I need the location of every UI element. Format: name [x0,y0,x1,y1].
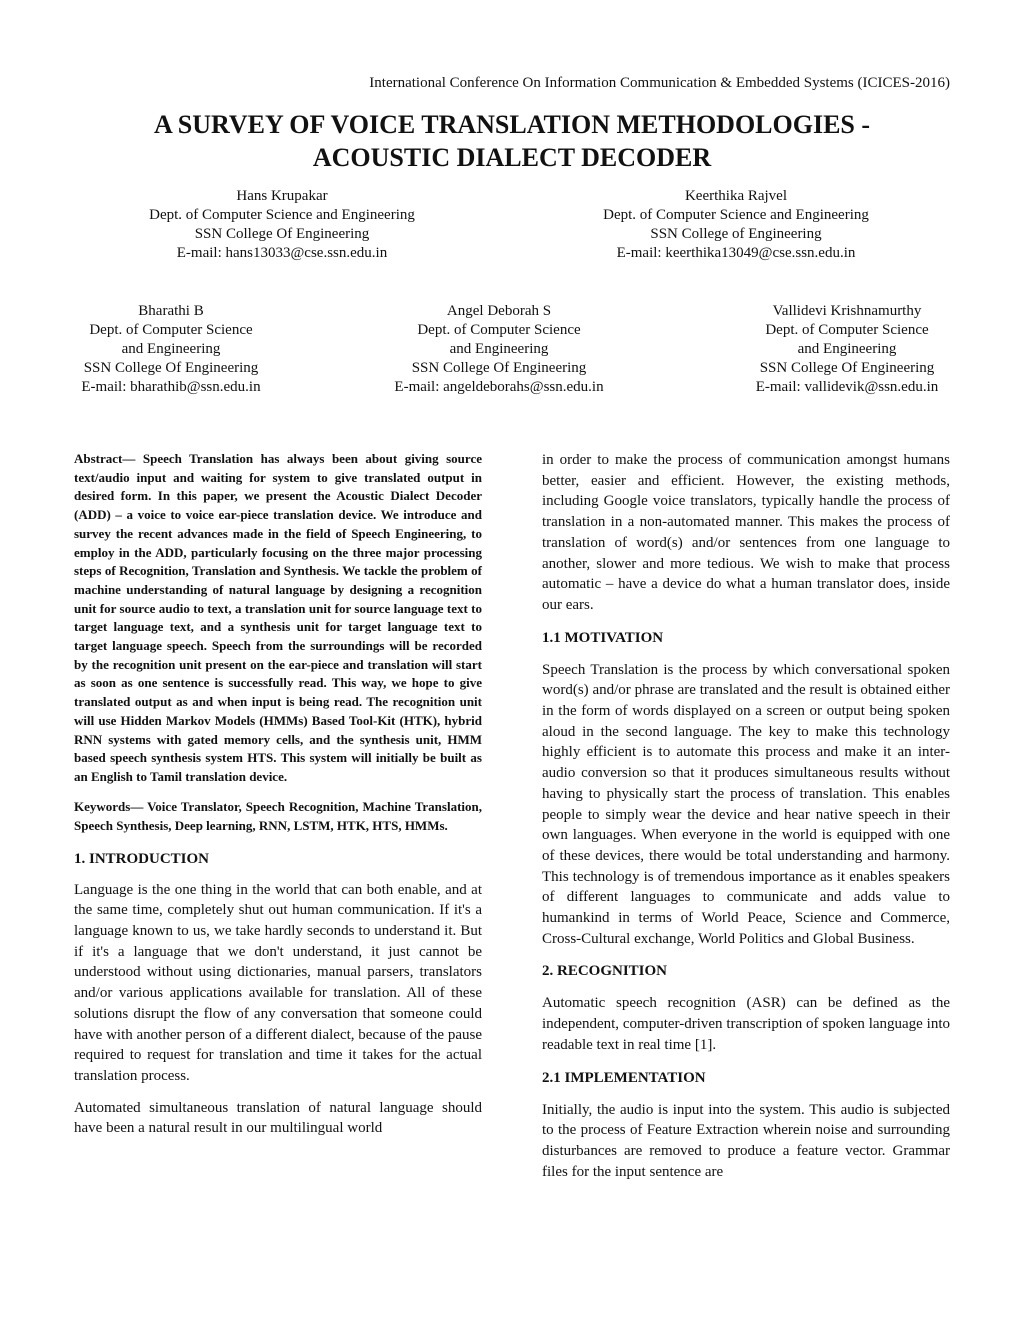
paper-title [74,108,950,174]
author-name: Keerthika Rajvel [684,188,788,204]
body-paragraph: in order to make the process of communication amongst humans better, easier and efficient. However, the existing methods, including Google voice translators, typically handle the process of translation in a non-automated manner. This makes the process of translation of word(s) and/or sentences from one language to another, slower and more tedious. We wish to make that process automatic – have a device do what a human translator does, inside our ears. [542,452,950,613]
body-paragraph: Automatic speech recognition (ASR) can be defined as the independent, computer-driven transcription of spoken language into readable text in real time [1]. [542,995,950,1053]
section-heading-implementation: 2.1 IMPLEMENTATION [542,1069,706,1086]
author-dept-cont: and Engineering [797,341,897,357]
author-college: SSN College of Engineering [650,226,822,242]
left-column [74,450,482,1150]
author-email: E-mail: vallidevik@ssn.edu.in [755,379,939,395]
author-college: SSN College Of Engineering [194,226,370,242]
author-dept: Dept. of Computer Science [89,322,253,338]
author-block [578,187,894,263]
author-email: E-mail: hans13033@cse.ssn.edu.in [176,245,388,261]
author-dept: Dept. of Computer Science [765,322,929,338]
author-college: SSN College Of Engineering [759,360,935,376]
author-college: SSN College Of Engineering [83,360,259,376]
author-email: E-mail: angeldeborahs@ssn.edu.in [394,379,604,395]
body-paragraph: Automated simultaneous translation of natural language should have been a natural result in our multilingual world [74,1099,482,1137]
right-column [542,450,950,1194]
author-name: Bharathi B [138,303,204,319]
abstract: Abstract— Speech Translation has always been about giving source text/audio input and waiting for system to give translated output in desired form. In this paper, we present the Acoustic Dialect Decoder (ADD) – a voice to voice ear-piece translation device. We introduce and survey the recent advances made in the field of Speech Engineering, to employ in the ADD, particularly focusing on the three major processing steps of Recognition, Translation and Synthesis. We tackle the problem of machine understanding of natural language by designing a recognition unit for source audio to text, a translation unit for source language text to target language text, and a synthesis unit for target language text to target language speech. Speech from the surroundings will be recorded by the recognition unit present on the ear-piece and translation will start as soon as one sentence is successfully read. This way, we hope to give translated output as and when input is being read. The recognition unit will use Hidden Markov Models (HMMs) Based Tool-Kit (HTK), hybrid RNN systems with gated memory cells, and the synthesis unit, HMM based speech synthesis system HTS. This system will initially be built as an English to Tamil translation device. [74,451,482,784]
title-line-1: A SURVEY OF VOICE TRANSLATION METHODOLOGIES - [153,110,871,139]
section-heading-introduction: 1. INTRODUCTION [74,850,210,867]
author-email: E-mail: bharathib@ssn.edu.in [81,379,261,395]
author-block [734,302,960,397]
author-dept-cont: and Engineering [449,341,549,357]
author-name: Hans Krupakar [236,188,328,204]
author-dept-cont: and Engineering [121,341,221,357]
author-name: Vallidevi Krishnamurthy [772,303,922,319]
author-name: Angel Deborah S [446,303,552,319]
author-college: SSN College Of Engineering [411,360,587,376]
title-line-2: ACOUSTIC DIALECT DECODER [312,143,712,172]
section-heading-motivation: 1.1 MOTIVATION [542,629,664,646]
author-block [60,302,282,397]
conference-header: International Conference On Information Communication & Embedded Systems (ICICES-2016) [369,75,950,91]
body-paragraph: Language is the one thing in the world that can both enable, and at the same time, completely shut out human communication. If it's a language known to us, we take hardly seconds to understand it. But if it's a language that we don't understand, it just cannot be understood without using dictionaries, manual parsers, translators and/or various applications available for translation. All of these solutions disrupt the flow of any conversation that someone could have with another person of a different dialect, because of the pause required to request for translation and time it takes for the actual translation process. [74,881,482,1084]
author-block [372,302,626,397]
body-paragraph: Speech Translation is the process by which conversational spoken word(s) and/or phrase are translated and the result is obtained either in the form of words displayed on a screen or output being spoken aloud in the second language. The key to make this technology highly efficient is to automate this process and make it an inter-audio conversion so that it produces simultaneous results without having to physically start the process of translation. This enables people to simply wear the device and hear native speech in their own languages. When everyone in the world is equipped with one of these devices, there would be total understanding and harmony. This technology is of tremendous importance as it enables speakers of different languages to communicate and adds value to humankind in terms of World Peace, Science and Commerce, Cross-Cultural exchange, World Politics and Global Business. [542,661,950,947]
body-paragraph: Initially, the audio is input into the system. This audio is subjected to the process of Feature Extraction wherein noise and surrounding disturbances are removed to produce a feature vector. Grammar files for the input sentence are [542,1101,950,1180]
section-heading-recognition: 2. RECOGNITION [542,963,668,980]
author-dept: Dept. of Computer Science and Engineering [603,207,869,223]
author-block [120,187,444,263]
author-email: E-mail: keerthika13049@cse.ssn.edu.in [616,245,856,261]
keywords: Keywords— Voice Translator, Speech Recognition, Machine Translation, Speech Synthesis, Deep learning, RNN, LSTM, HTK, HTS, HMMs. [74,798,482,833]
author-dept: Dept. of Computer Science [417,322,581,338]
author-dept: Dept. of Computer Science and Engineering [149,207,415,223]
